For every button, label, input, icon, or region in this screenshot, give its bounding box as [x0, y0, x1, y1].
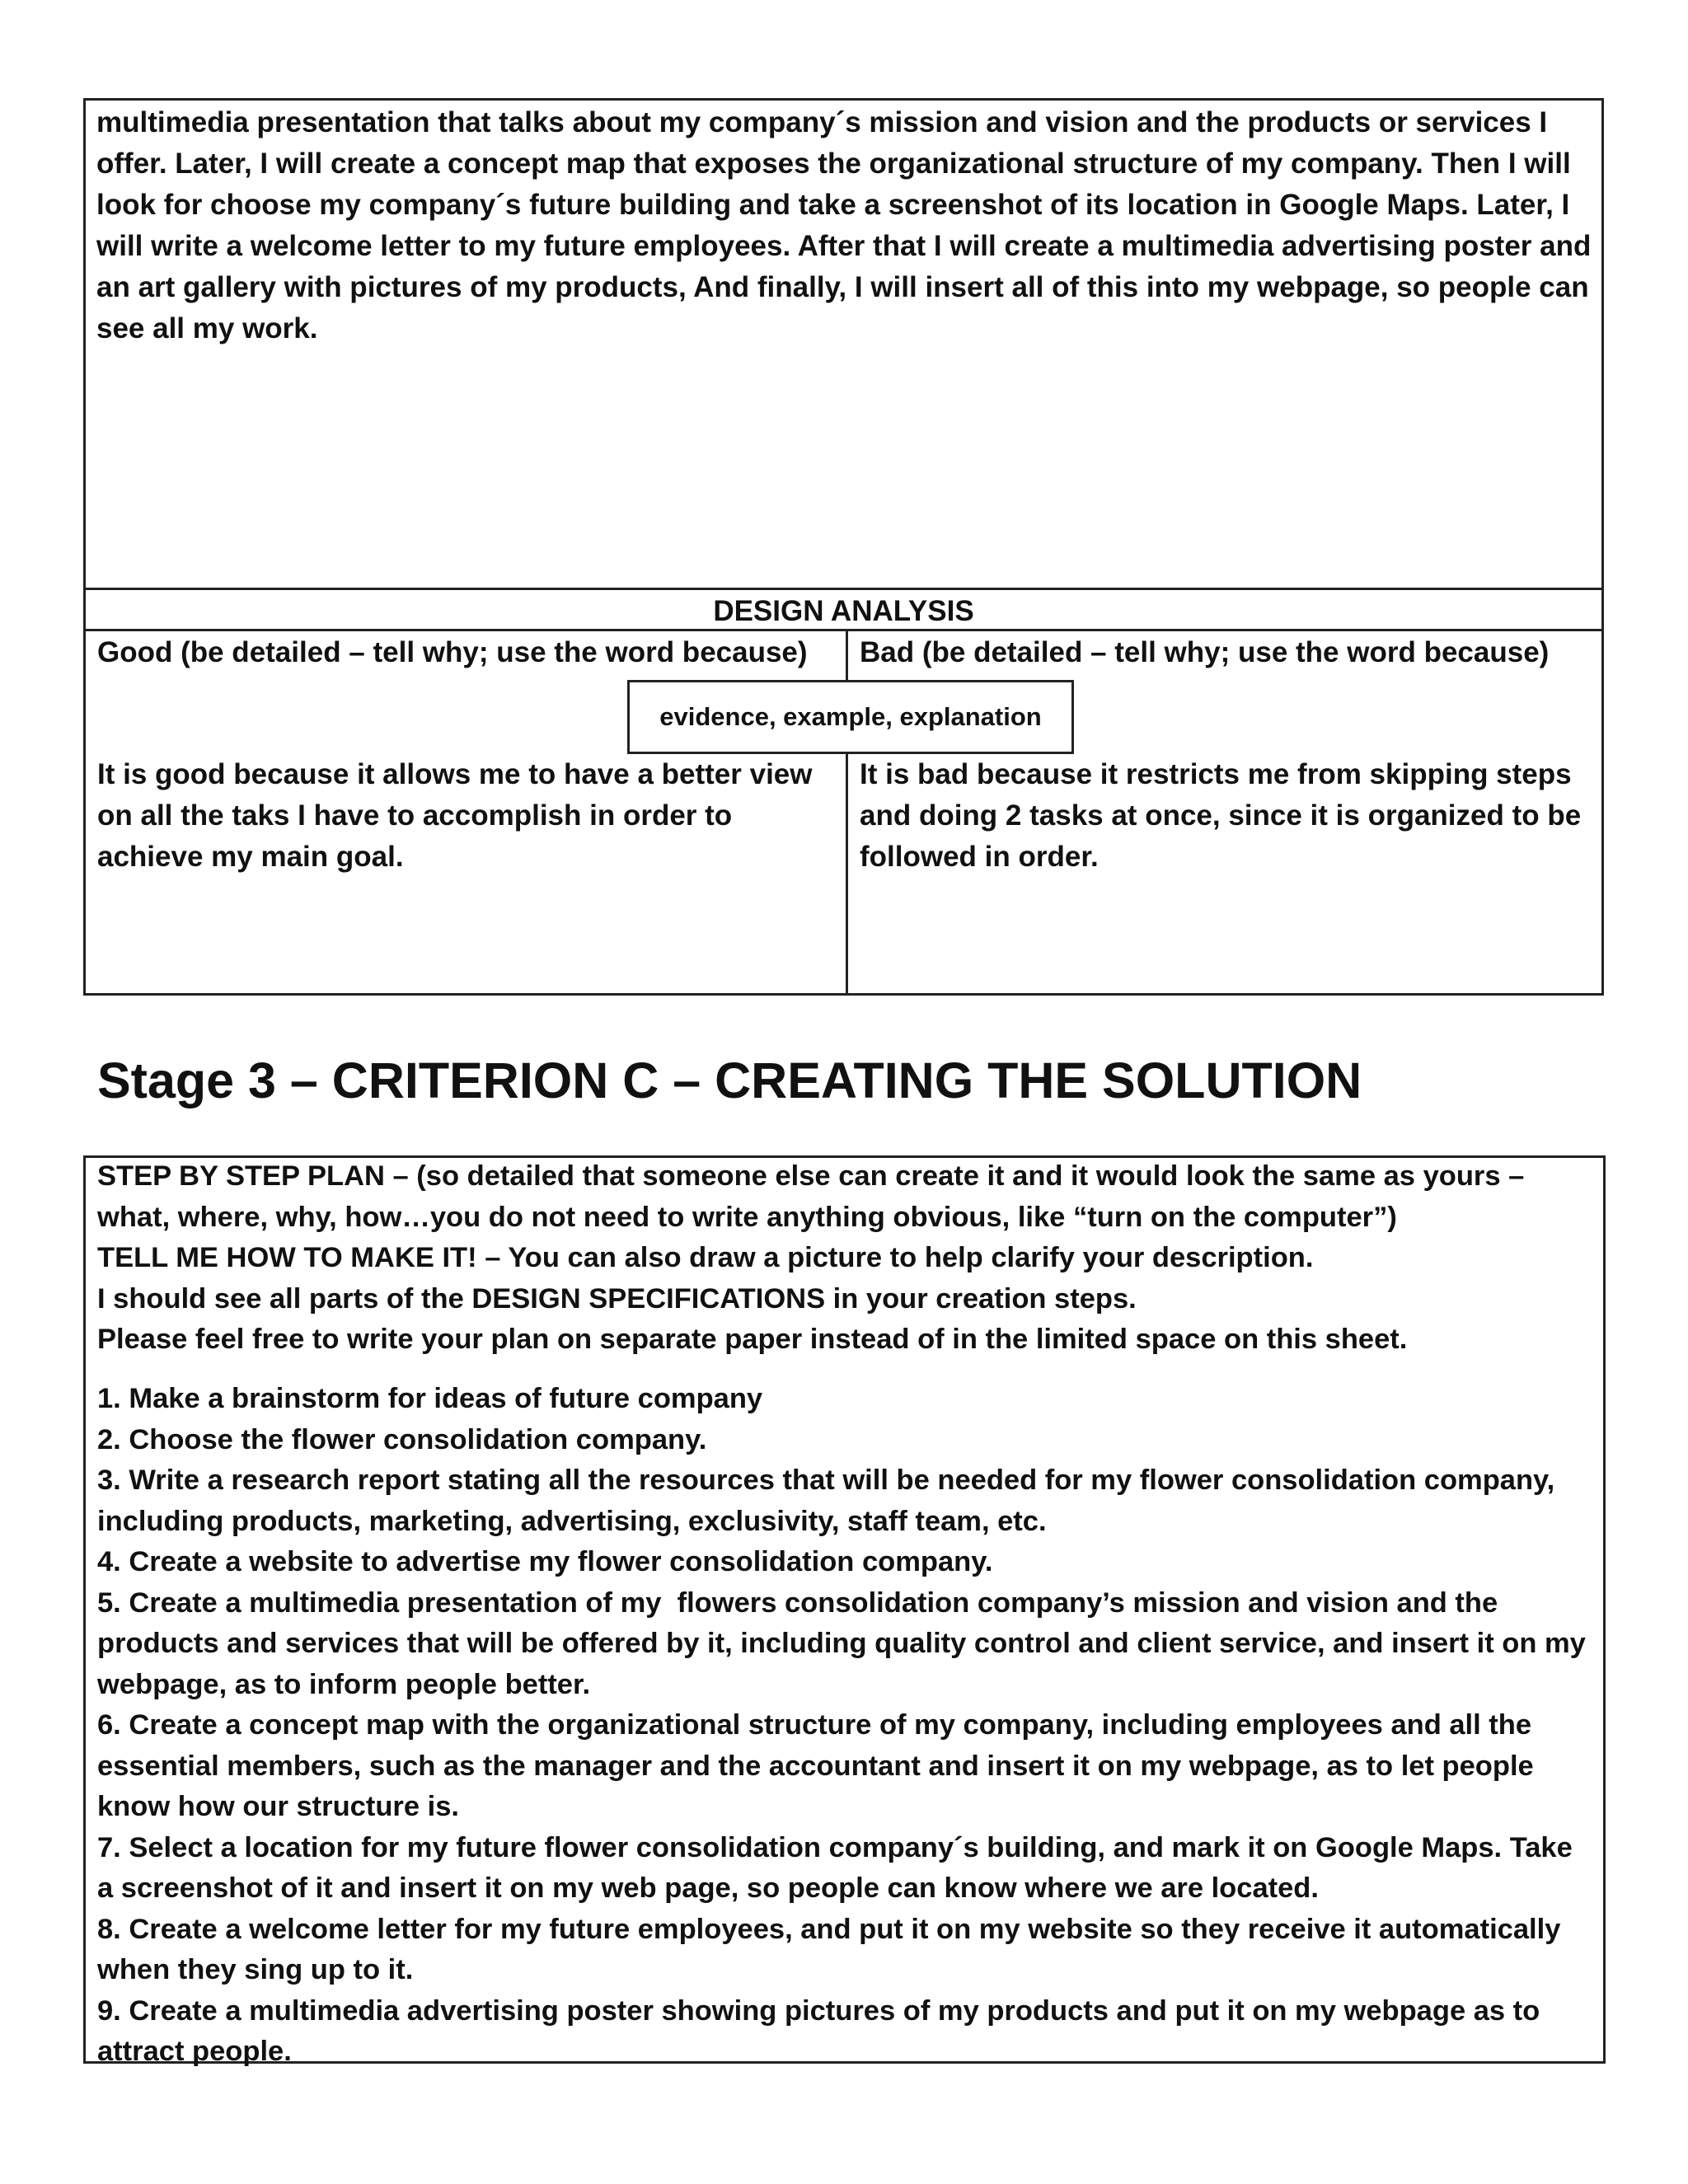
evidence-label-box: [627, 680, 1074, 754]
bad-analysis-text: It is bad because it restricts me from skipping steps and doing 2 tasks at once, since it is organized to be followed in order.: [860, 758, 1589, 873]
divider: [83, 588, 1604, 590]
bad-column-header: Bad (be detailed – tell why; use the word because): [860, 636, 1550, 668]
design-analysis-title: DESIGN ANALYSIS: [713, 595, 974, 627]
divider: [83, 629, 1604, 631]
evidence-label: evidence, example, explanation: [659, 702, 1042, 731]
stage-heading: Stage 3 – CRITERION C – CREATING THE SOLUTION: [97, 1052, 1362, 1108]
column-divider: [846, 629, 848, 680]
plan-instructions: STEP BY STEP PLAN – (so detailed that someone else can create it and it would look the same as yours – what, where, why, how…you do not need to write anything obvious, like “turn on the computer”) TELL ME HOW TO MAKE IT! – You can also draw a picture to help clarify your description. I should see all parts of the DESIGN SPECIFICATIONS in your creation steps. Please feel free to write your plan on separate paper instead of in the limited space on this sheet.: [97, 1160, 1525, 1355]
good-column-header: Good (be detailed – tell why; use the word because): [97, 636, 808, 668]
plan-steps-list: 1. Make a brainstorm for ideas of future company 2. Choose the flower consolidation company. 3. Write a research report stating all the resources that will be needed for my flower consolidation company, including products, marketing, advertising, exclusivity, staff team, etc. 4. Create a website to advertise my flower consolidation company. 5. Create a multimedia presentation of my flowers consolidation company’s mission and vision and the products and services that will be offered by it, including quality control and client service, and insert it on my webpage, as to inform people better. 6. Create a concept map with the organizational structure of my company, including employees and all the essential members, such as the manager and the accountant and insert it on my webpage, as to let people know how our structure is. 7. Select a location for my future flower consolidation company´s building, and mark it on Google Maps. Take a screenshot of it and insert it on my web page, so people can know where we are located. 8. Create a welcome letter for my future employees, and put it on my website so they receive it automatically when they sing up to it. 9. Create a multimedia advertising poster showing pictures of my products and put it on my webpage as to attract people.: [97, 1383, 1586, 2067]
plan-summary-text: multimedia presentation that talks about my company´s mission and vision and the products or services I offer. Later, I will create a concept map that exposes the organizational structure of my company. Then I will look for choose my company´s future building and take a screenshot of its location in Google Maps. Later, I will write a welcome letter to my future employees. After that I will create a multimedia advertising poster and an art gallery with pictures of my products, And finally, I will insert all of this into my webpage, so people can see all my work.: [96, 106, 1600, 344]
column-divider: [846, 752, 848, 996]
good-analysis-text: It is good because it allows me to have a better view on all the taks I have to accomplish in order to achieve my main goal.: [97, 758, 821, 873]
